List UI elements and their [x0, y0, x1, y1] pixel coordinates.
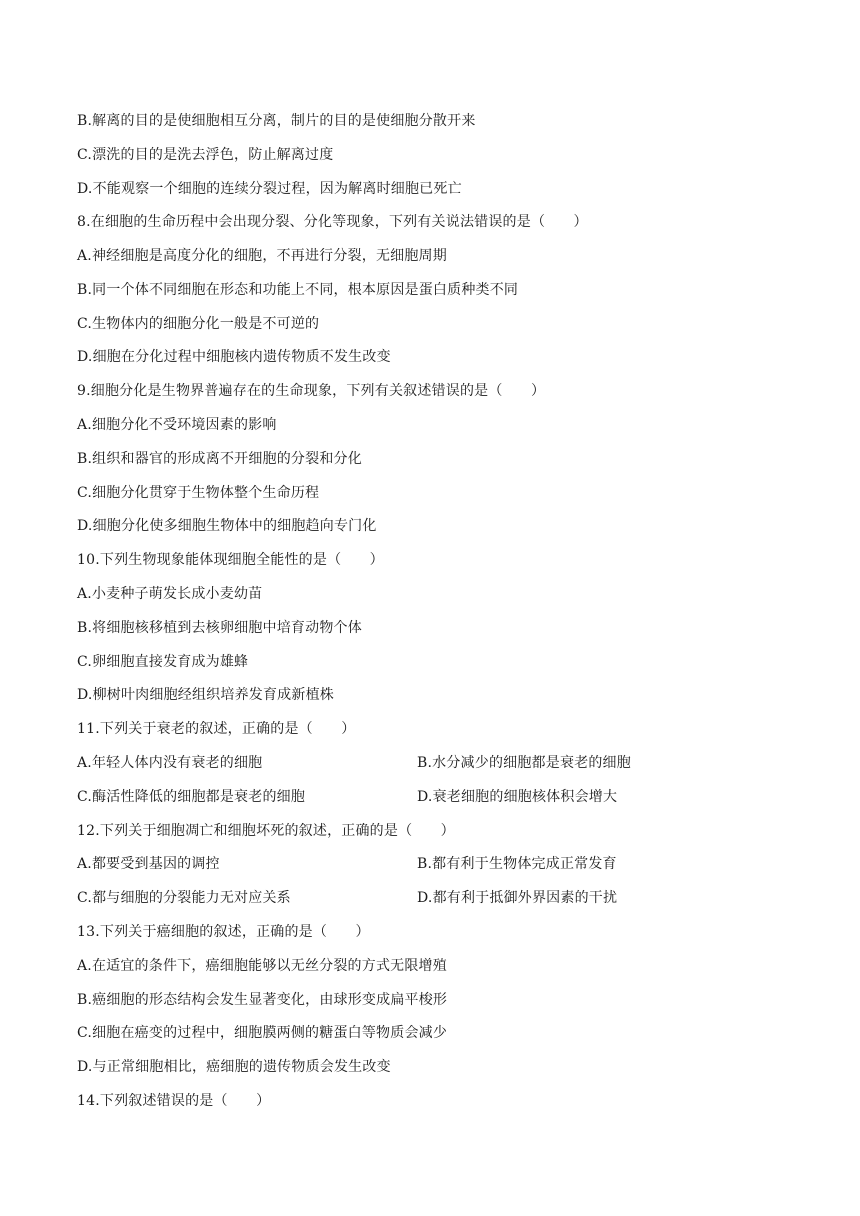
option-11b: B.水分减少的细胞都是衰老的细胞: [417, 755, 631, 771]
question-10: 10.下列生物现象能体现细胞全能性的是（ ）: [77, 552, 384, 568]
option-8b: B.同一个体不同细胞在形态和功能上不同，根本原因是蛋白质种类不同: [77, 282, 519, 298]
option-13b: B.癌细胞的形态结构会发生显著变化，由球形变成扁平梭形: [77, 992, 448, 1008]
option-13d: D.与正常细胞相比，癌细胞的遗传物质会发生改变: [77, 1059, 391, 1075]
option-8a: A.神经细胞是高度分化的细胞，不再进行分裂，无细胞周期: [77, 248, 447, 264]
question-9: 9.细胞分化是生物界普遍存在的生命现象，下列有关叙述错误的是（ ）: [77, 383, 546, 399]
option-7d: D.不能观察一个细胞的连续分裂过程，因为解离时细胞已死亡: [77, 181, 462, 197]
option-11a: A.年轻人体内没有衰老的细胞: [77, 755, 263, 771]
option-10b: B.将细胞核移植到去核卵细胞中培育动物个体: [77, 620, 362, 636]
question-14: 14.下列叙述错误的是（ ）: [77, 1093, 271, 1109]
option-12b: B.都有利于生物体完成正常发育: [417, 856, 617, 872]
option-8c: C.生物体内的细胞分化一般是不可逆的: [77, 316, 320, 332]
option-10d: D.柳树叶肉细胞经组织培养发育成新植株: [77, 687, 334, 703]
option-11c: C.酶活性降低的细胞都是衰老的细胞: [77, 789, 306, 805]
option-10c: C.卵细胞直接发育成为雄蜂: [77, 654, 249, 670]
question-12: 12.下列关于细胞凋亡和细胞坏死的叙述，正确的是（ ）: [77, 823, 455, 839]
option-9a: A.细胞分化不受环境因素的影响: [77, 417, 277, 433]
option-9d: D.细胞分化使多细胞生物体中的细胞趋向专门化: [77, 518, 377, 534]
option-13a: A.在适宜的条件下，癌细胞能够以无丝分裂的方式无限增殖: [77, 958, 447, 974]
question-8: 8.在细胞的生命历程中会出现分裂、分化等现象，下列有关说法错误的是（ ）: [77, 214, 588, 230]
option-12c: C.都与细胞的分裂能力无对应关系: [77, 890, 291, 906]
option-9b: B.组织和器官的形成离不开细胞的分裂和分化: [77, 451, 362, 467]
option-9c: C.细胞分化贯穿于生物体整个生命历程: [77, 485, 320, 501]
option-13c: C.细胞在癌变的过程中，细胞膜两侧的糖蛋白等物质会减少: [77, 1025, 448, 1041]
question-13: 13.下列关于癌细胞的叙述，正确的是（ ）: [77, 924, 370, 940]
question-11: 11.下列关于衰老的叙述，正确的是（ ）: [77, 721, 356, 737]
option-7b: B.解离的目的是使细胞相互分离，制片的目的是使细胞分散开来: [77, 113, 476, 129]
option-8d: D.细胞在分化过程中细胞核内遗传物质不发生改变: [77, 349, 391, 365]
option-7c: C.漂洗的目的是洗去浮色，防止解离过度: [77, 147, 334, 163]
option-12d: D.都有利于抵御外界因素的干扰: [417, 890, 618, 906]
option-11d: D.衰老细胞的细胞核体积会增大: [417, 789, 618, 805]
option-12a: A.都要受到基因的调控: [77, 856, 220, 872]
option-10a: A.小麦种子萌发长成小麦幼苗: [77, 586, 263, 602]
